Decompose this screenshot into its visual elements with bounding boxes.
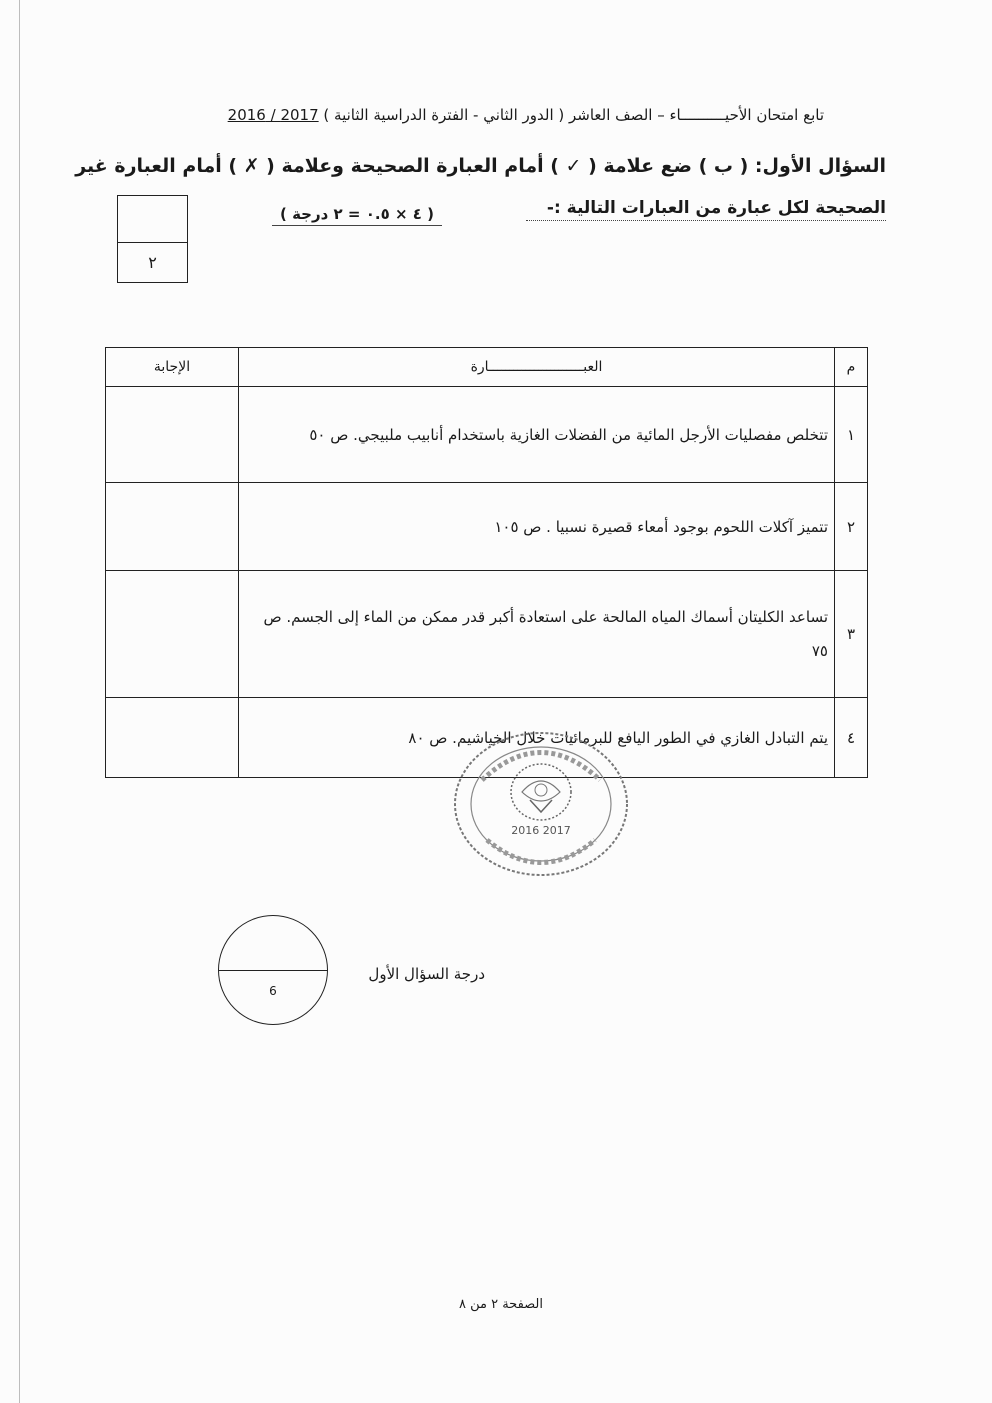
stamp-year: 2016 2017 — [511, 824, 571, 837]
row-number: ٣ — [835, 571, 868, 698]
score-box — [117, 195, 188, 283]
statement-cell: تتخلص مفصليات الأرجل المائية من الفضلات الغازية باستخدام أنابيب ملبيجي. ص ٥٠ — [239, 387, 835, 483]
statement-cell: تساعد الكليتان أسماك المياه المالحة على استعادة أكبر قدر ممكن من الماء إلى الجسم. ص ٧٥ — [239, 571, 835, 698]
header-answer: الإجابة — [106, 348, 239, 387]
table-row — [106, 483, 868, 571]
answer-cell[interactable] — [106, 698, 239, 778]
row-number: ١ — [835, 387, 868, 483]
questions-table — [105, 347, 868, 778]
exam-header — [184, 106, 824, 130]
grade-denominator: 6 — [269, 984, 277, 998]
question-instruction-line2: الصحيحة لكل عبارة من العبارات التالية :- — [526, 198, 886, 221]
statement-cell: تتميز آكلات اللحوم بوجود أمعاء قصيرة نسبيا . ص ١٠٥ — [239, 483, 835, 571]
scan-edge-line — [19, 0, 20, 1403]
header-title: تابع امتحان الأحيــــــــــاء – الصف العاشر ( الدور الثاني - الفترة الدراسية الثانية ) — [323, 106, 824, 124]
answer-cell[interactable] — [106, 483, 239, 571]
score-box-blank — [118, 196, 187, 243]
row-number: ٤ — [835, 698, 868, 778]
header-year: 2017 / 2016 — [227, 106, 319, 124]
question-marks: ( ٤ × ٠.٥ = ٢ درجة ) — [272, 205, 442, 226]
answer-cell[interactable] — [106, 571, 239, 698]
grade-label: درجة السؤال الأول — [368, 965, 485, 983]
header-number: م — [835, 348, 868, 387]
grade-divider — [219, 970, 327, 971]
table-row — [106, 387, 868, 483]
question-instruction-line1: السؤال الأول: ( ب ) ضع علامة ( ✓ ) أمام العبارة الصحيحة وعلامة ( ✗ ) أمام العبارة غير — [75, 155, 886, 177]
header-statement: العبـــــــــــــــــــــــارة — [239, 348, 835, 387]
statement-cell: يتم التبادل الغازي في الطور اليافع للبرمائيات خلال الخياشيم. ص ٨٠ — [239, 698, 835, 778]
answer-cell[interactable] — [106, 387, 239, 483]
page-footer: الصفحة ٢ من ٨ — [458, 1297, 543, 1312]
score-box-total: ٢ — [148, 253, 157, 272]
grade-circle — [218, 915, 328, 1025]
table-row — [106, 571, 868, 698]
table-header-row — [106, 348, 868, 387]
official-stamp — [452, 730, 630, 878]
row-number: ٢ — [835, 483, 868, 571]
